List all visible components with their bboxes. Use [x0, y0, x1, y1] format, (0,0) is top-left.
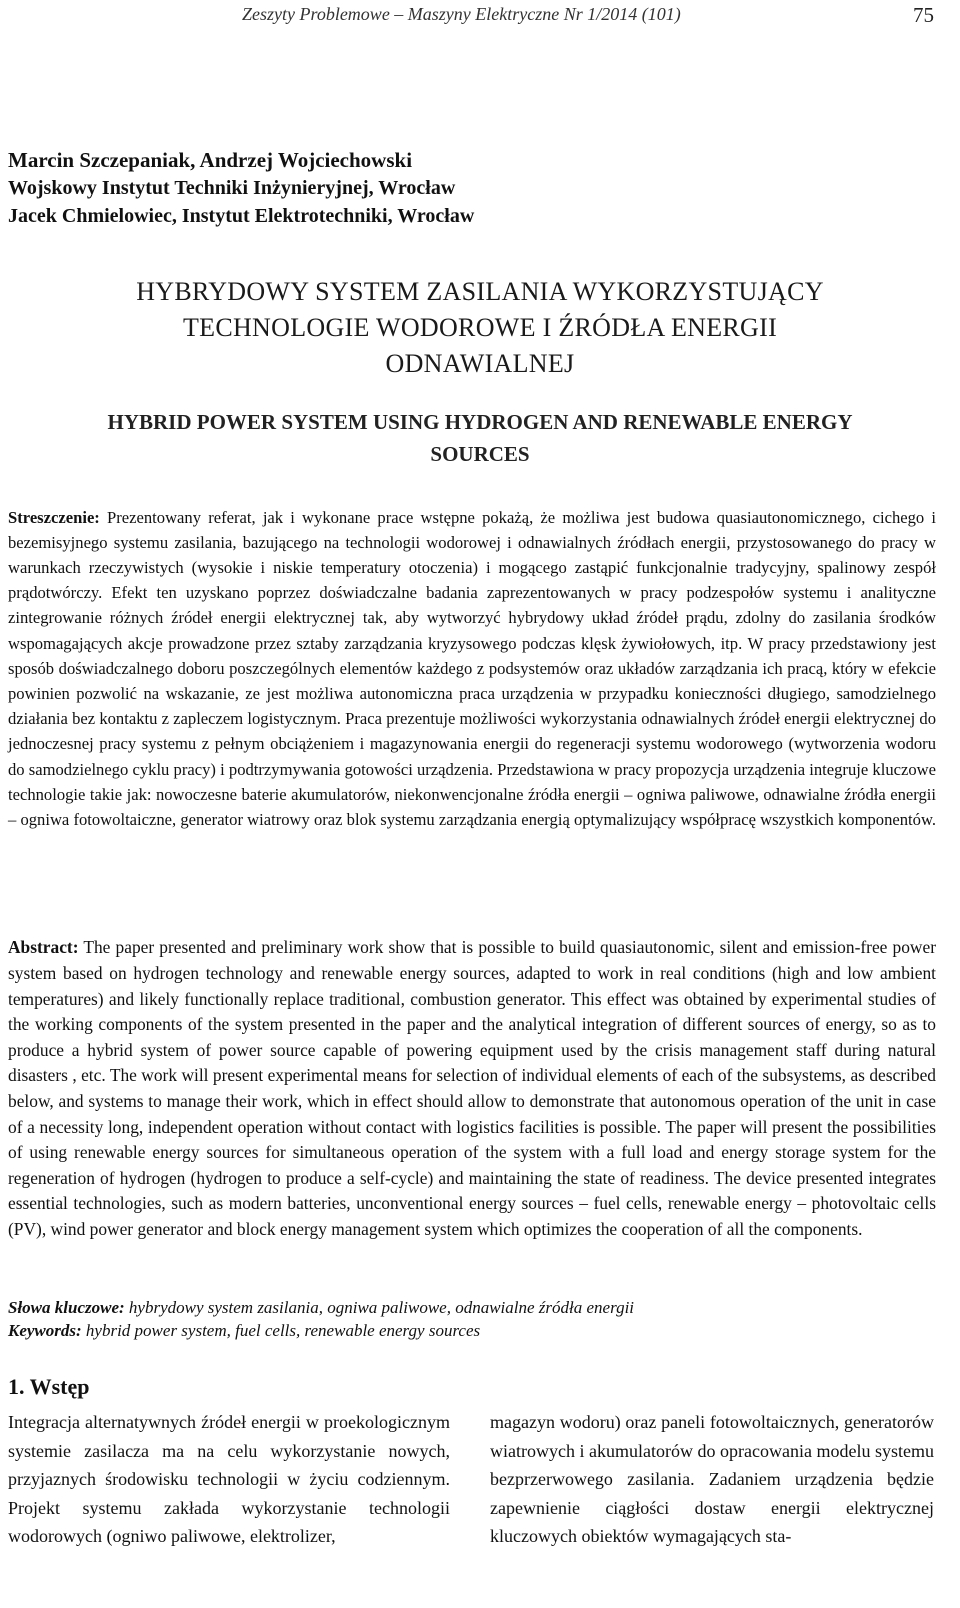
- keywords-pl-text: hybrydowy system zasilania, ogniwa paliwowe, odnawialne źródła energii: [124, 1298, 635, 1317]
- page-number: 75: [913, 3, 934, 27]
- abstract-en-text: The paper presented and preliminary work show that is possible to build quasiautonomic, silent and emission-free power system based on hydrogen technology and renewable energy sources, adapted to work in real conditions (high and low ambient temperatures) and likely functionally replace traditional, combustion generator. This effect was obtained by experimental studies of the working components of the system presented in the paper and the analytical integration of different sources of energy, so as to produce a hybrid system of power source capable of powering equipment used by the crisis management staff during natural disasters , etc. The work will present experimental means for selection of individual elements of each of the subsystems, as described below, and systems to manage their work, which in effect should allow to demonstrate that autonomous operation of the unit in case of a necessity long, independent operation without contact with logistics facilities is possible. The paper will present the possibilities of using renewable energy sources for simultaneous operation of the system with a full load and energy storage system for the regeneration of hydrogen (hydrogen to produce a self-cycle) and maintaining the state of readiness. The device presented integrates essential technologies, such as modern batteries, unconventional energy sources – fuel cells, renewable energy – photovoltaic cells (PV), wind power generator and block energy management system which optimizes the cooperation of all the components.: [8, 937, 936, 1239]
- running-header: [0, 4, 960, 30]
- keywords-en-text: hybrid power system, fuel cells, renewable energy sources: [81, 1321, 481, 1340]
- authors-line-2: Jacek Chmielowiec, Instytut Elektrotechniki, Wrocław: [8, 205, 475, 227]
- authors-line-1: Marcin Szczepaniak, Andrzej Wojciechowski: [8, 148, 413, 172]
- body-column-right: magazyn wodoru) oraz paneli fotowoltaicznych, generatorów wiatrowych i akumulatorów do opracowania modelu systemu bezprzerwowego zasilania. Zadaniem urządzenia będzie zapewnienie ciągłości dostaw energii elektrycznej kluczowych obiektów wymagających sta-: [490, 1412, 934, 1546]
- abstract-en-label: Abstract:: [8, 937, 79, 958]
- keywords-block: [8, 1296, 936, 1342]
- title-pl-line-2: TECHNOLOGIE WODOROWE I ŹRÓDŁA ENERGII: [182, 313, 778, 342]
- title-pl-line-1: HYBRYDOWY SYSTEM ZASILANIA WYKORZYSTUJĄCY: [136, 277, 824, 306]
- keywords-en-label: Keywords:: [8, 1321, 82, 1340]
- abstract-pl-label: Streszczenie:: [8, 507, 100, 527]
- abstract-english: [8, 935, 936, 1242]
- title-en-line-1: HYBRID POWER SYSTEM USING HYDROGEN AND RENEWABLE ENERGY: [107, 410, 853, 434]
- abstract-pl-text: Prezentowany referat, jak i wykonane prace wstępne pokażą, że możliwa jest budowa quasiautonomicznego, cichego i bezemisyjnego systemu zasilania, bazującego na technologii wodorowej i odnawialnych źródłach energii, przystosowanego do pracy w warunkach rzeczywistych (wysokie i niskie temperatury otoczenia) i mogącego zastąpić funkcjonalnie tradycyjny, spalinowy zespół prądotwórczy. Efekt ten uzyskano poprzez doświadczalne badania zaprezentowanych w pracy podzespołów systemu i analityczne zintegrowanie różnych źródeł energii elektrycznej tak, aby wytworzyć hybrydowy układ źródeł prądu, zdolny do zasilania środków wspomagających akcje prowadzone przez sztaby zarządzania kryzysowego podczas klęsk żywiołowych, itp. W pracy przedstawiony jest sposób doświadczalnego doboru poszczególnych elementów każdego z podsystemów oraz układów zarządzania ich pracą, który w efekcie powinien pozwolić na wskazanie, ze jest możliwa autonomiczna praca urządzenia w przypadku konieczności długiego, samodzielnego działania bez kontaktu z zapleczem logistycznym. Praca prezentuje możliwości wykorzystania odnawialnych źródeł energii elektrycznej do jednoczesnej pracy systemu z pełnym obciążeniem i magazynowania energii do regeneracji systemu wodorowego (wytworzenia wodoru do samodzielnego cyklu pracy) i podtrzymywania gotowości urządzenia. Przedstawiona w pracy propozycja urządzenia integruje kluczowe technologie takie jak: nowoczesne baterie akumulatorów, niekonwencjonalne źródła energii – ogniwa paliwowe, odnawialne źródła energii – ogniwa fotowoltaiczne, generator wiatrowy oraz blok systemu zarządzania energią optymalizujący współpracę wszystkich komponentów.: [8, 507, 937, 830]
- abstract-polish: [8, 505, 936, 833]
- author-block: [8, 146, 938, 230]
- body-column-left: Integracja alternatywnych źródeł energii w proekologicznym systemie zasilacza ma na celu wykorzystanie nowych, przyjaznych środowisku technologii w życiu codziennym. Projekt systemu zakłada wykorzystanie technologii wodorowych (ogniwo paliwowe, elektrolizer,: [8, 1412, 450, 1546]
- paper-title-polish: [0, 274, 960, 382]
- keywords-polish: [8, 1296, 936, 1319]
- authors-affiliation-1: Wojskowy Instytut Techniki Inżynieryjnej, Wrocław: [8, 177, 456, 199]
- keywords-english: [8, 1319, 936, 1342]
- paper-title-english: [0, 406, 960, 470]
- title-en-line-2: SOURCES: [430, 442, 530, 466]
- title-pl-line-3: ODNAWIALNEJ: [385, 349, 575, 378]
- section-heading: 1. Wstęp: [8, 1374, 90, 1399]
- journal-title: Zeszyty Problemowe – Maszyny Elektryczne Nr 1/2014 (101): [242, 4, 681, 24]
- keywords-pl-label: Słowa kluczowe:: [8, 1298, 125, 1317]
